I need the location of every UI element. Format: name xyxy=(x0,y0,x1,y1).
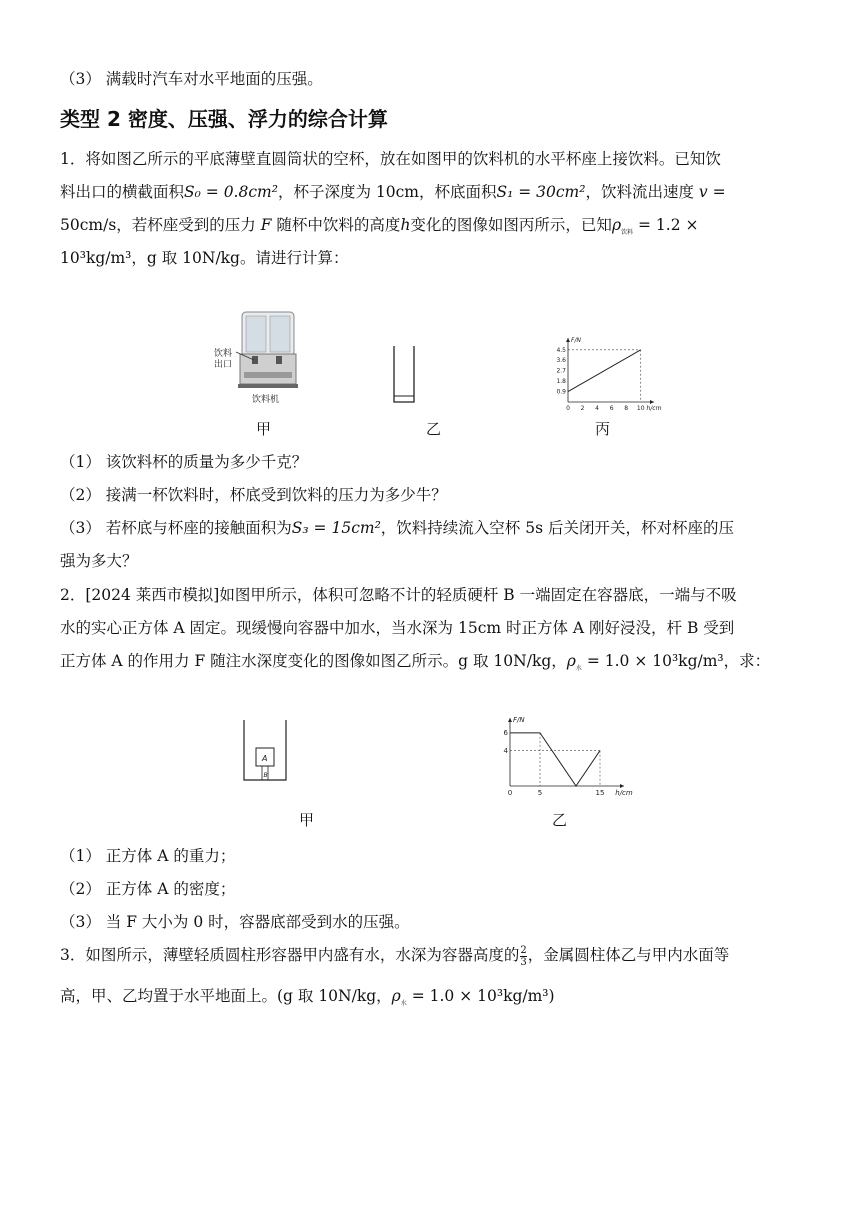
p1-line1: 1．将如图乙所示的平底薄壁直圆筒状的空杯，放在如图甲的饮料机的水平杯座上接饮料。已知饮 xyxy=(60,150,721,168)
fig1-caption-yi: 乙 xyxy=(426,420,442,438)
p3-rho: ρ xyxy=(391,987,401,1005)
p1-l2c: ，饮料流出速度 xyxy=(585,183,694,201)
y-tick-label: 4.5 xyxy=(556,346,566,354)
p3-fraction xyxy=(520,945,526,968)
x-axis-arrow xyxy=(620,784,624,788)
y-tick-label: 0.9 xyxy=(556,388,566,396)
p1-question1: （1） 该饮料杯的质量为多少千克？ xyxy=(60,453,308,471)
y-tick-label: 3.6 xyxy=(556,357,566,365)
p3-line1 xyxy=(60,944,729,968)
p2-line2: 水的实心正方体 A 固定。现缓慢向容器中加水，当水深为 15cm 时正方体 A 刚好浸没，杆 B 受到 xyxy=(60,619,735,637)
p1-pow: 10³ xyxy=(60,249,86,267)
fig1-caption-bing: 丙 xyxy=(595,420,611,438)
p1-h: h xyxy=(400,216,411,234)
y-tick-label: 1.8 xyxy=(556,378,566,386)
p2-question2: （2） 正方体 A 的密度； xyxy=(60,880,236,898)
p1-question3 xyxy=(60,517,734,539)
p3-l2a: 高，甲、乙均置于水平地面上。(g 取 10N/kg， xyxy=(60,987,392,1005)
series-line xyxy=(568,350,641,392)
p3-line2 xyxy=(60,985,555,1015)
fig1-jia-label-outlet-2: 出口 xyxy=(214,360,233,370)
y-axis-label: F/N xyxy=(571,337,581,344)
series-line xyxy=(510,733,600,786)
y-axis-arrow xyxy=(566,338,570,342)
p1-s1: S₁ = 30cm² xyxy=(496,183,586,201)
fig1-jia-drink-machine xyxy=(212,306,302,408)
p1-q3s: S₃ = 15cm² xyxy=(291,519,381,537)
p1-line4 xyxy=(60,247,349,269)
fig1-yi-cup xyxy=(386,344,422,406)
x-tick-label: 8 xyxy=(624,405,629,412)
p2-line3 xyxy=(60,650,770,680)
x-tick-label: 4 xyxy=(595,405,600,412)
prev-question-3: （3） 满载时汽车对水平地面的压强。 xyxy=(60,70,323,88)
p3-rho-val: = 1.0 × 10³kg/m³) xyxy=(411,987,555,1005)
fig2-jia-container xyxy=(238,718,292,784)
p2-question3: （3） 当 F 大小为 0 时，容器底部受到水的压强。 xyxy=(60,913,410,931)
p1-F: F xyxy=(260,216,272,234)
p1-rho-sub: 饮料 xyxy=(621,229,634,237)
p1-rho-val: = 1.2 × xyxy=(638,216,699,234)
p2-rho-sub: 水 xyxy=(575,665,582,673)
p2-question1: （1） 正方体 A 的重力； xyxy=(60,847,236,865)
p1-question3-cont: 强为多大？ xyxy=(60,552,138,570)
x-tick-label: 6 xyxy=(609,405,614,412)
y-axis-arrow xyxy=(508,718,512,722)
p2-line1: 2．[2024 莱西市模拟]如图甲所示，体积可忽略不计的轻质硬杆 B 一端固定在容器底，一端与不吸 xyxy=(60,586,737,604)
p2-l3: 正方体 A 的作用力 F 随注水深度变化的图像如图乙所示。g 取 10N/kg， xyxy=(60,652,567,670)
fig1-jia-subcaption: 饮料机 xyxy=(252,395,280,405)
p1-line2 xyxy=(60,181,726,203)
fig2-yi-chart xyxy=(488,712,633,800)
fig2-label-B: B xyxy=(263,772,268,779)
p1-s0: S₀ = 0.8cm² xyxy=(184,183,278,201)
p2-rho: ρ xyxy=(566,652,576,670)
p1-line3 xyxy=(60,214,699,244)
x-tick-label: 0 xyxy=(566,405,570,412)
p1-q3a: （3） 若杯底与杯座的接触面积为 xyxy=(60,519,292,537)
p3-l1b: ，金属圆柱体乙与甲内水面等 xyxy=(527,946,730,964)
p3-frac-den: 3 xyxy=(520,956,527,968)
x-axis-label: h/cm xyxy=(646,405,662,412)
p1-l3c: 变化的图像如图丙所示，已知 xyxy=(410,216,612,234)
p3-rho-sub: 水 xyxy=(400,1000,407,1008)
fig1-caption-jia: 甲 xyxy=(256,420,272,438)
y-axis-label: F/N xyxy=(513,716,525,724)
p1-v: v = xyxy=(698,183,726,201)
p1-q3b: ，饮料持续流入空杯 5s 后关闭开关，杯对杯座的压 xyxy=(380,519,734,537)
fig1-bing-chart xyxy=(548,334,662,414)
section-heading: 类型 2 密度、压强、浮力的综合计算 xyxy=(60,107,388,131)
p1-l4: kg/m³，g 取 10N/kg。请进行计算： xyxy=(85,249,349,267)
y-tick-label: 6 xyxy=(503,729,508,738)
x-tick-label: 0 xyxy=(507,789,513,797)
p1-question2: （2） 接满一杯饮料时，杯底受到饮料的压力为多少牛？ xyxy=(60,486,447,504)
x-tick-label: 5 xyxy=(537,789,543,797)
y-tick-label: 2.7 xyxy=(556,367,566,375)
p1-l3a: 50cm/s，若杯座受到的压力 xyxy=(60,216,256,234)
p2-rho-val: = 1.0 × 10³kg/m³，求： xyxy=(586,652,771,670)
x-tick-label: 2 xyxy=(580,405,585,412)
p3-frac-num: 2 xyxy=(520,944,527,956)
fig1-jia-label-outlet-1: 饮料 xyxy=(214,349,233,359)
p1-l2a: 料出口的横截面积 xyxy=(60,183,185,201)
x-tick-label: 15 xyxy=(595,789,605,797)
fig2-label-A: A xyxy=(262,754,268,763)
y-tick-label: 4 xyxy=(503,746,508,755)
p1-l2b: ，杯子深度为 10cm，杯底面积 xyxy=(277,183,497,201)
p1-l3b: 随杯中饮料的高度 xyxy=(276,216,401,234)
x-tick-label: 10 xyxy=(636,405,645,412)
x-axis-label: h/cm xyxy=(615,789,633,797)
fig2-caption-jia: 甲 xyxy=(299,811,315,829)
fig2-caption-yi: 乙 xyxy=(552,811,568,829)
x-axis-arrow xyxy=(650,400,654,404)
p3-l1a: 3．如图所示，薄壁轻质圆柱形容器甲内盛有水，水深为容器高度的 xyxy=(60,946,520,964)
p1-rho: ρ xyxy=(611,216,622,234)
